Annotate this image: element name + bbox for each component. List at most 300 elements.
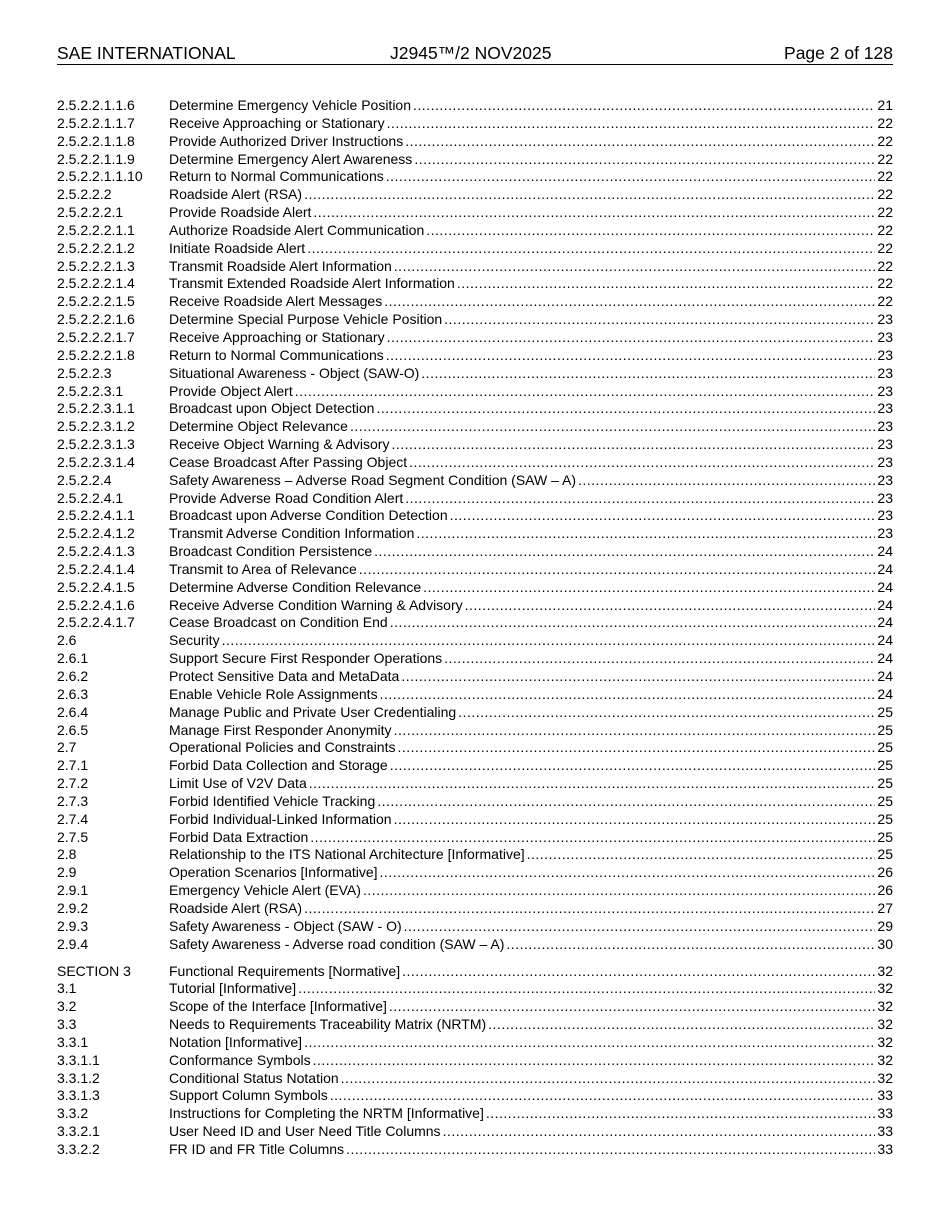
toc-entry-page: 23 [877, 525, 893, 542]
toc-entry-page: 23 [877, 453, 893, 470]
toc-entry-line [169, 704, 893, 722]
toc-entry-title: Return to Normal Communications [169, 168, 384, 185]
toc-entry-title: Transmit Adverse Condition Information [169, 525, 415, 542]
toc-entry-number: 2.9.1 [57, 882, 89, 899]
toc-entry[interactable] [57, 963, 893, 981]
toc-entry-line [169, 579, 893, 597]
toc-entry[interactable] [57, 918, 893, 936]
toc-entry-line [169, 1105, 893, 1123]
toc-entry-title: Forbid Individual-Linked Information [169, 810, 392, 827]
toc-entry-title: Determine Emergency Alert Awareness [169, 150, 413, 167]
toc-entry-title: Determine Special Purpose Vehicle Position [169, 311, 443, 328]
dot-leader [506, 936, 875, 954]
toc-entry[interactable] [57, 418, 893, 436]
toc-entry-page: 22 [877, 293, 893, 310]
toc-entry-line [169, 151, 893, 169]
dot-leader [450, 507, 876, 525]
dot-leader [405, 133, 875, 151]
toc-entry-line [169, 1070, 893, 1088]
dot-leader [527, 846, 876, 864]
dot-leader [350, 418, 875, 436]
toc-entry-title: Cease Broadcast After Passing Object [169, 453, 408, 470]
toc-entry[interactable] [57, 454, 893, 472]
toc-entry-title: Transmit Extended Roadside Alert Information [169, 275, 455, 292]
toc-entry-line [169, 525, 893, 543]
toc-entry-number: 2.5.2.2.1.1.9 [57, 150, 135, 167]
toc-entry-title: Support Secure First Responder Operations [169, 650, 443, 667]
page-header [57, 43, 893, 65]
toc-entry[interactable] [57, 998, 893, 1016]
toc-entry-page: 32 [877, 998, 893, 1015]
toc-entry[interactable] [57, 436, 893, 454]
toc-entry-line [169, 1123, 893, 1141]
dot-leader [304, 186, 875, 204]
dot-leader [391, 436, 875, 454]
toc-entry[interactable] [57, 97, 893, 115]
toc-entry-line [169, 882, 893, 900]
toc-entry-number: 2.5.2.2.1.1.10 [57, 168, 143, 185]
toc-entry-title: Receive Adverse Condition Warning & Advisory [169, 596, 463, 613]
toc-entry[interactable] [57, 525, 893, 543]
toc-entry-line [169, 347, 893, 365]
toc-entry-number: 3.2 [57, 998, 77, 1015]
toc-entry-number: 2.5.2.2.4.1.3 [57, 543, 135, 560]
toc-entry-title: User Need ID and User Need Title Columns [169, 1123, 441, 1140]
toc-entry-number: 2.5.2.2.3 [57, 364, 112, 381]
toc-entry-number: 2.7 [57, 739, 77, 756]
toc-entry-number: 2.6.1 [57, 650, 89, 667]
toc-entry-page: 22 [877, 204, 893, 221]
dot-leader [414, 151, 875, 169]
toc-entry-line [169, 1087, 893, 1105]
toc-entry-number: 3.3 [57, 1016, 77, 1033]
toc-entry-title: Roadside Alert (RSA) [169, 899, 303, 916]
toc-entry-title: Scope of the Interface [Informative] [169, 998, 387, 1015]
toc-entry-title: Transmit to Area of Relevance [169, 560, 357, 577]
dot-leader [394, 811, 876, 829]
toc-entry-title: Return to Normal Communications [169, 346, 384, 363]
toc-entry-page: 33 [877, 1105, 893, 1122]
toc-entry-page: 22 [877, 150, 893, 167]
toc-entry-number: 2.5.2.2.2.1.1 [57, 221, 135, 238]
toc-entry-line [169, 1034, 893, 1052]
toc-entry-title: Receive Object Warning & Advisory [169, 436, 390, 453]
toc-entry-line [169, 722, 893, 740]
toc-entry[interactable] [57, 543, 893, 561]
toc-entry[interactable] [57, 980, 893, 998]
toc-entry-page: 22 [877, 186, 893, 203]
toc-entry-number: 2.7.1 [57, 757, 89, 774]
toc-entry-line [169, 275, 893, 293]
toc-entry-line [169, 490, 893, 508]
toc-entry-number: 2.7.4 [57, 810, 89, 827]
toc-entry-title: Operational Policies and Constraints [169, 739, 396, 756]
toc-entry-line [169, 293, 893, 311]
toc-entry-page: 25 [877, 739, 893, 756]
toc-entry[interactable] [57, 811, 893, 829]
toc-entry[interactable] [57, 204, 893, 222]
toc-entry-line [169, 168, 893, 186]
toc-entry-line [169, 240, 893, 258]
toc-entry[interactable] [57, 632, 893, 650]
toc-entry-line [169, 1141, 893, 1159]
toc-entry-line [169, 668, 893, 686]
toc-entry-line [169, 365, 893, 383]
dot-leader [421, 365, 875, 383]
toc-entry-line [169, 650, 893, 668]
toc-entry-page: 24 [877, 596, 893, 613]
toc-entry-number: 3.3.2.2 [57, 1140, 100, 1157]
toc-entry[interactable] [57, 490, 893, 508]
dot-leader [295, 383, 876, 401]
toc-entry-number: 2.7.3 [57, 792, 89, 809]
toc-entry-line [169, 775, 893, 793]
toc-entry[interactable] [57, 775, 893, 793]
toc-entry-page: 22 [877, 132, 893, 149]
toc-entry-title: Transmit Roadside Alert Information [169, 257, 392, 274]
toc-entry-page: 25 [877, 846, 893, 863]
toc-entry-line [169, 507, 893, 525]
toc-entry-page: 22 [877, 257, 893, 274]
dot-leader [377, 793, 875, 811]
toc-entry[interactable] [57, 168, 893, 186]
toc-entry-page: 27 [877, 899, 893, 916]
toc-entry-line [169, 757, 893, 775]
toc-entry[interactable] [57, 275, 893, 293]
toc-entry-line [169, 739, 893, 757]
toc-entry[interactable] [57, 650, 893, 668]
toc-entry[interactable] [57, 472, 893, 490]
toc-entry[interactable] [57, 347, 893, 365]
toc-entry[interactable] [57, 829, 893, 847]
toc-entry-line [169, 998, 893, 1016]
toc-entry-line [169, 133, 893, 151]
toc-entry-title: Broadcast upon Adverse Condition Detection [169, 507, 448, 524]
toc-entry-title: Protect Sensitive Data and MetaData [169, 668, 400, 684]
toc-entry-line [169, 829, 893, 847]
toc-entry-number: 2.9.4 [57, 935, 89, 952]
dot-leader [423, 579, 875, 597]
toc-entry[interactable] [57, 597, 893, 615]
toc-entry-title: Relationship to the ITS National Architecture [Informative] [169, 846, 525, 863]
dot-leader [309, 775, 876, 793]
toc-entry-number: 2.5.2.2.4.1.2 [57, 525, 135, 542]
toc-entry[interactable] [57, 293, 893, 311]
toc-entry-title: Forbid Data Collection and Storage [169, 757, 388, 774]
dot-leader [390, 757, 876, 775]
dot-leader [363, 882, 875, 900]
toc-entry-line [169, 383, 893, 401]
toc-entry-line [169, 561, 893, 579]
toc-entry-title: Safety Awareness - Adverse road condition (SAW – A) [169, 935, 505, 952]
toc-entry-number: 2.5.2.2.4.1.6 [57, 596, 135, 613]
dot-leader [389, 998, 876, 1016]
toc-entry-number: 2.5.2.2.4.1.5 [57, 578, 135, 595]
toc-entry-line [169, 222, 893, 240]
toc-entry-page: 24 [877, 543, 893, 560]
toc-entry[interactable] [57, 561, 893, 579]
toc-entry-line [169, 418, 893, 436]
toc-entry-number: 2.5.2.2.3.1.4 [57, 453, 135, 470]
toc-entry-page: 23 [877, 311, 893, 328]
toc-entry-title: Instructions for Completing the NRTM [Informative] [169, 1105, 484, 1122]
toc-entry[interactable] [57, 668, 893, 686]
toc-entry[interactable] [57, 186, 893, 204]
toc-entry-page: 25 [877, 757, 893, 774]
toc-entry-page: 24 [877, 650, 893, 667]
toc-entry[interactable] [57, 864, 893, 882]
toc-entry[interactable] [57, 133, 893, 151]
toc-entry-page: 24 [877, 632, 893, 649]
dot-leader [313, 1052, 876, 1070]
toc-entry-title: Functional Requirements [Normative] [169, 962, 401, 979]
toc-entry[interactable] [57, 846, 893, 864]
toc-entry-line [169, 311, 893, 329]
toc-entry[interactable] [57, 900, 893, 918]
toc-entry-page: 25 [877, 792, 893, 809]
header-page-number: Page 2 of 128 [784, 43, 893, 63]
dot-leader [394, 258, 876, 276]
toc-entry-number: 2.6 [57, 632, 77, 649]
toc-entry-number: 2.5.2.2.1.1.6 [57, 97, 135, 113]
toc-entry-line [169, 115, 893, 133]
toc-entry-line [169, 980, 893, 998]
toc-entry[interactable] [57, 222, 893, 240]
toc-entry[interactable] [57, 115, 893, 133]
toc-entry-number: 3.3.1 [57, 1033, 89, 1050]
toc-entry-page: 24 [877, 668, 893, 684]
toc-entry-page: 23 [877, 489, 893, 506]
toc-entry[interactable] [57, 936, 893, 954]
toc-entry[interactable] [57, 1034, 893, 1052]
toc-entry[interactable] [57, 1052, 893, 1070]
toc-entry-page: 22 [877, 221, 893, 238]
toc-entry-title: Provide Object Alert [169, 382, 293, 399]
dot-leader [488, 1016, 875, 1034]
dot-leader [386, 347, 876, 365]
toc-entry-title: Security [169, 632, 220, 649]
toc-entry[interactable] [57, 882, 893, 900]
toc-entry[interactable] [57, 579, 893, 597]
toc-entry[interactable] [57, 739, 893, 757]
toc-entry-number: 2.6.2 [57, 668, 89, 684]
toc-entry-line [169, 436, 893, 454]
toc-entry-title: Forbid Identified Vehicle Tracking [169, 792, 376, 809]
dot-leader [380, 864, 876, 882]
toc-entry-number: 2.5.2.2.2.1.6 [57, 311, 135, 328]
toc-entry-page: 25 [877, 775, 893, 792]
toc-entry-title: Limit Use of V2V Data [169, 775, 307, 792]
toc-entry-page: 23 [877, 346, 893, 363]
dot-leader [404, 918, 876, 936]
toc-entry-title: Support Column Symbols [169, 1087, 328, 1104]
dot-leader [409, 454, 875, 472]
dot-leader [376, 400, 875, 418]
toc-entry-title: Manage Public and Private User Credentialing [169, 703, 457, 720]
dot-leader [387, 329, 876, 347]
toc-entry-page: 23 [877, 328, 893, 345]
toc-entry-number: 2.5.2.2.2 [57, 186, 112, 203]
dot-leader [330, 1087, 876, 1105]
toc-entry-number: 2.8 [57, 846, 77, 863]
toc-entry-number: 2.5.2.2.4.1.7 [57, 614, 135, 631]
toc-entry-title: Safety Awareness - Object (SAW - O) [169, 917, 402, 934]
toc-entry[interactable] [57, 686, 893, 704]
toc-entry-line [169, 454, 893, 472]
toc-entry-number: 3.3.2.1 [57, 1123, 100, 1140]
toc-entry[interactable] [57, 240, 893, 258]
toc-entry-title: Emergency Vehicle Alert (EVA) [169, 882, 361, 899]
toc-entry[interactable] [57, 757, 893, 775]
dot-leader [416, 525, 875, 543]
toc-entry[interactable] [57, 1087, 893, 1105]
toc-entry-number: 3.3.1.2 [57, 1069, 100, 1086]
dot-leader [374, 543, 875, 561]
toc-entry-page: 23 [877, 436, 893, 453]
toc-entry-page: 22 [877, 239, 893, 256]
toc-entry-number: 2.5.2.2.2.1.3 [57, 257, 135, 274]
header-organization: SAE INTERNATIONAL [57, 43, 236, 63]
toc-entry-number: 3.3.1.1 [57, 1051, 100, 1068]
toc-entry-title: Situational Awareness - Object (SAW-O) [169, 364, 420, 381]
toc-entry[interactable] [57, 329, 893, 347]
toc-entry-title: Broadcast Condition Persistence [169, 543, 373, 560]
toc-entry-line [169, 258, 893, 276]
dot-leader [394, 722, 876, 740]
toc-entry-title: Provide Roadside Alert [169, 204, 312, 221]
toc-entry-number: 2.7.5 [57, 828, 89, 845]
dot-leader [405, 490, 875, 508]
dot-leader [307, 240, 875, 258]
toc-entry-page: 25 [877, 703, 893, 720]
toc-entry[interactable] [57, 1070, 893, 1088]
toc-entry-page: 32 [877, 1051, 893, 1068]
toc-entry-page: 25 [877, 721, 893, 738]
toc-entry-title: Roadside Alert (RSA) [169, 186, 303, 203]
toc-entry-title: Conformance Symbols [169, 1051, 311, 1068]
toc-entry[interactable] [57, 311, 893, 329]
toc-entry-line [169, 811, 893, 829]
toc-entry-page: 32 [877, 1016, 893, 1033]
toc-entry-line [169, 204, 893, 222]
toc-entry-number: 2.7.2 [57, 775, 89, 792]
toc-entry-title: Determine Adverse Condition Relevance [169, 578, 422, 595]
toc-entry-number: 2.5.2.2.1.1.8 [57, 132, 135, 149]
toc-entry-line [169, 936, 893, 954]
toc-entry-page: 33 [877, 1140, 893, 1157]
toc-entry-line [169, 1016, 893, 1034]
toc-entry-line [169, 472, 893, 490]
dot-leader [443, 1123, 876, 1141]
toc-entry-page: 32 [877, 980, 893, 997]
toc-entry-number: 2.5.2.2.3.1.1 [57, 400, 135, 417]
dot-leader [402, 963, 875, 981]
dot-leader [386, 168, 876, 186]
toc-entry[interactable] [57, 383, 893, 401]
toc-entry-title: Determine Object Relevance [169, 418, 348, 435]
dot-leader [313, 204, 875, 222]
dot-leader [457, 275, 876, 293]
toc-entry-title: Enable Vehicle Role Assignments [169, 685, 378, 702]
toc-entry-line [169, 1052, 893, 1070]
toc-entry-page: 26 [877, 864, 893, 881]
toc-entry[interactable] [57, 258, 893, 276]
toc-entry-title: Receive Roadside Alert Messages [169, 293, 383, 310]
toc-entry-title: FR ID and FR Title Columns [169, 1140, 345, 1157]
toc-entry-page: 33 [877, 1123, 893, 1140]
dot-leader [346, 1141, 875, 1159]
dot-leader [444, 650, 875, 668]
toc-entry-page: 23 [877, 418, 893, 435]
dot-leader [401, 668, 875, 686]
toc-entry-number: 2.6.4 [57, 703, 89, 720]
toc-entry-page: 23 [877, 364, 893, 381]
dot-leader [390, 614, 876, 632]
toc-entry-number: 2.5.2.2.4.1.4 [57, 560, 135, 577]
toc-entry-page: 33 [877, 1087, 893, 1104]
dot-leader [465, 597, 876, 615]
toc-entry[interactable] [57, 151, 893, 169]
toc-entry-page: 23 [877, 507, 893, 524]
dot-leader [397, 739, 875, 757]
toc-entry[interactable] [57, 1105, 893, 1123]
toc-entry[interactable] [57, 507, 893, 525]
dot-leader [359, 561, 876, 579]
toc-entry-number: 2.5.2.2.2.1.8 [57, 346, 135, 363]
toc-entry-line [169, 400, 893, 418]
toc-entry-title: Safety Awareness – Adverse Road Segment Condition (SAW – A) [169, 471, 576, 488]
toc-entry-number: 3.1 [57, 980, 77, 997]
toc-entry-number: 2.5.2.2.2.1.7 [57, 328, 135, 345]
toc-entry-page: 22 [877, 168, 893, 185]
toc-entry[interactable] [57, 704, 893, 722]
toc-entry-number: 2.5.2.2.3.1.2 [57, 418, 135, 435]
dot-leader [413, 97, 875, 115]
toc-entry-page: 24 [877, 560, 893, 577]
toc-entry[interactable] [57, 365, 893, 383]
toc-entry-page: 32 [877, 1033, 893, 1050]
toc-entry-page: 22 [877, 275, 893, 292]
toc-entry-title: Determine Emergency Vehicle Position [169, 97, 412, 113]
toc-entry-number: 2.5.2.2.3.1 [57, 382, 124, 399]
toc-entry-title: Provide Authorized Driver Instructions [169, 132, 404, 149]
toc-entry-page: 32 [877, 962, 893, 979]
dot-leader [310, 829, 875, 847]
toc-entry-line [169, 793, 893, 811]
toc-entry-number: 3.3.1.3 [57, 1087, 100, 1104]
toc-entry[interactable] [57, 793, 893, 811]
toc-entry[interactable] [57, 1123, 893, 1141]
toc-entry-page: 32 [877, 1069, 893, 1086]
toc-entry-page: 24 [877, 578, 893, 595]
toc-entry[interactable] [57, 1141, 893, 1159]
toc-entry-title: Cease Broadcast on Condition End [169, 614, 388, 631]
toc-entry-number: 2.9.2 [57, 899, 89, 916]
toc-entry-line [169, 614, 893, 632]
toc-entry-number: 2.9.3 [57, 917, 89, 934]
toc-entry-line [169, 632, 893, 650]
dot-leader [222, 632, 876, 650]
toc-entry[interactable] [57, 722, 893, 740]
table-of-contents [57, 97, 893, 1159]
toc-entry-page: 24 [877, 614, 893, 631]
toc-entry-number: 2.5.2.2.4 [57, 471, 112, 488]
toc-entry[interactable] [57, 400, 893, 418]
toc-entry-line [169, 864, 893, 882]
toc-entry-page: 25 [877, 828, 893, 845]
toc-entry[interactable] [57, 614, 893, 632]
toc-entry[interactable] [57, 1016, 893, 1034]
